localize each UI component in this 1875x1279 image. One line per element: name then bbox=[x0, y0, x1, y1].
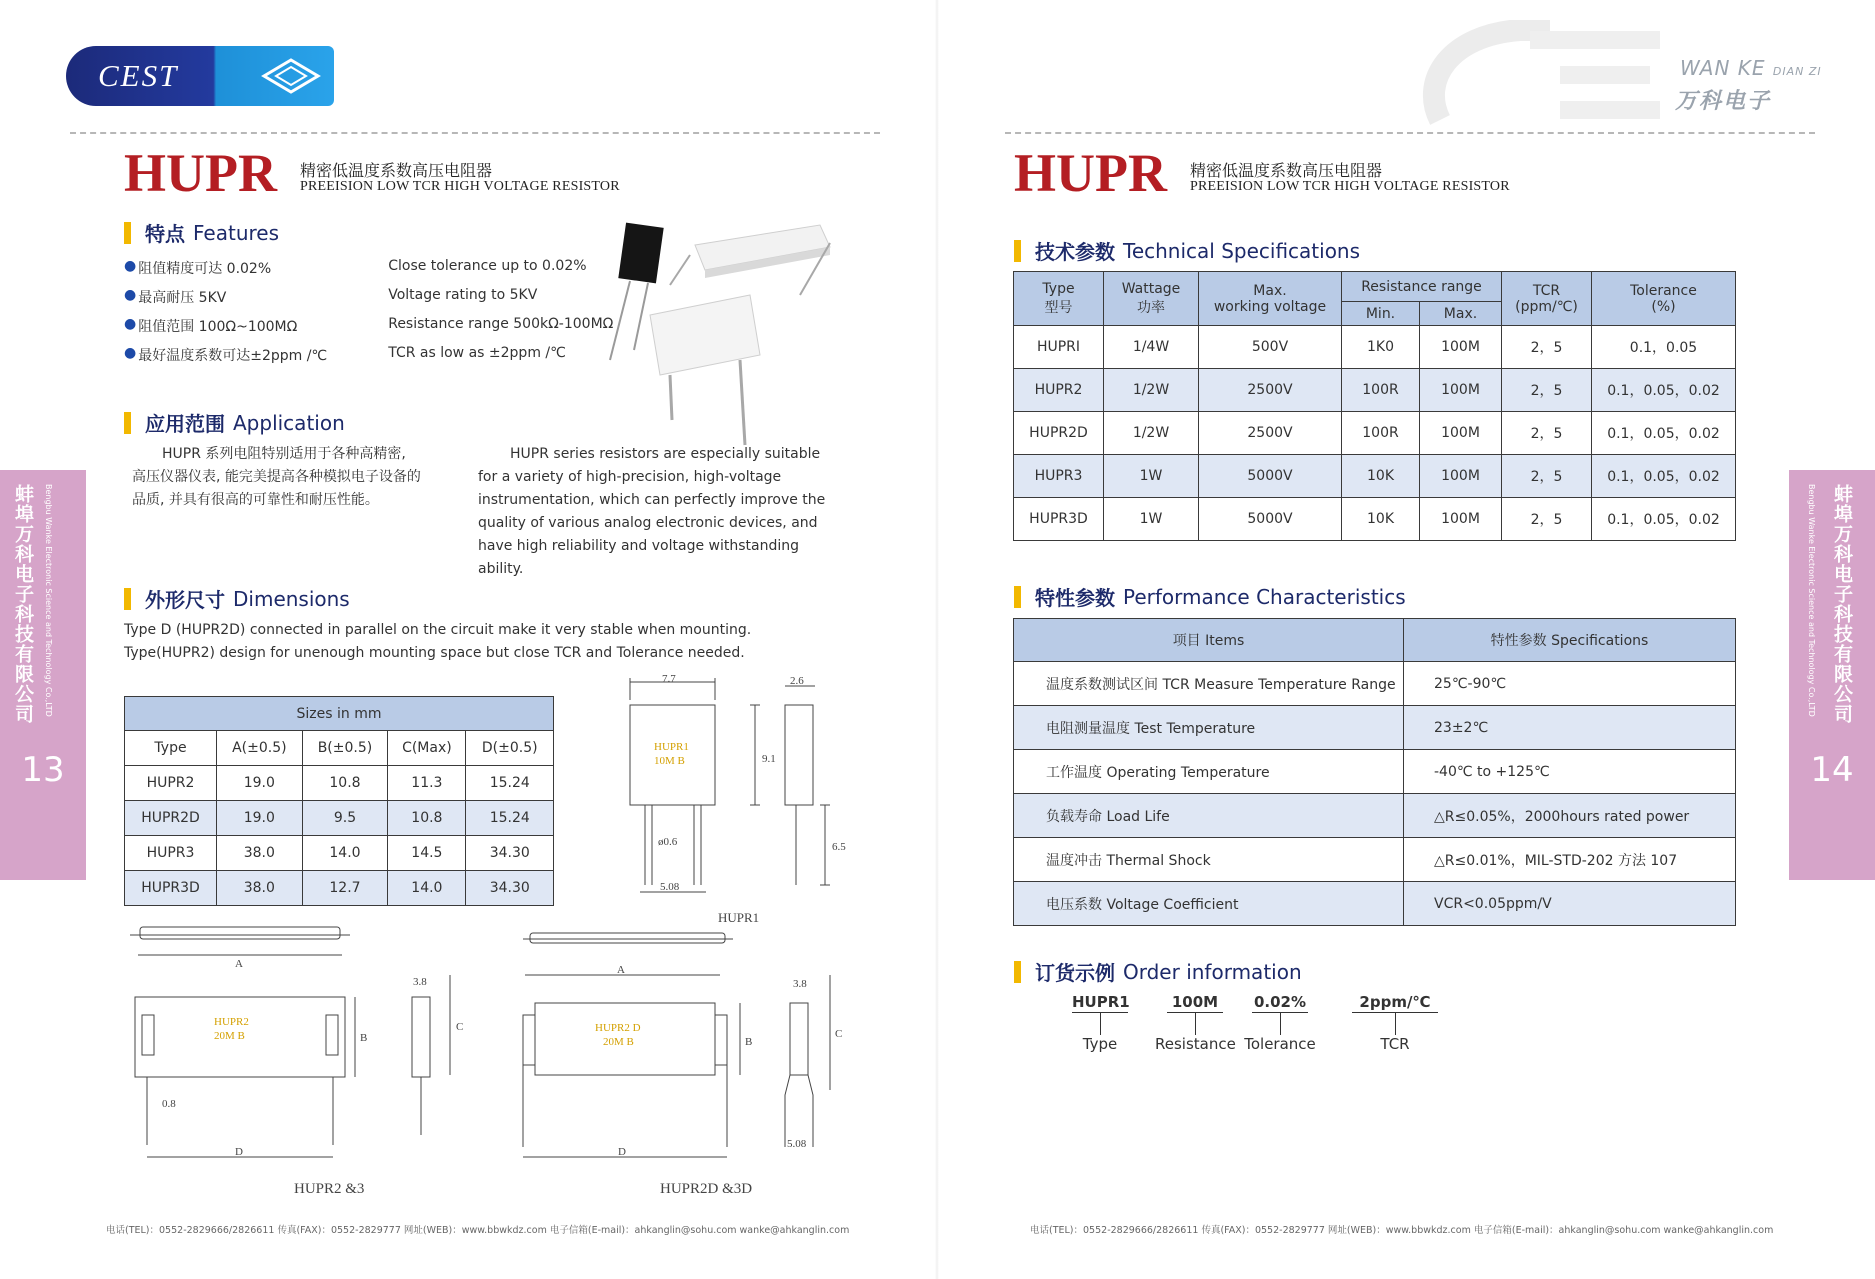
th-tcr-2: (ppm/℃) bbox=[1515, 298, 1578, 315]
cell: 23±2℃ bbox=[1404, 706, 1736, 750]
dim-C: C bbox=[835, 1028, 843, 1040]
dim-D: D bbox=[235, 1146, 243, 1158]
dim-B: B bbox=[360, 1032, 368, 1044]
cell: 1K0 bbox=[1342, 326, 1420, 369]
cell: 0.1，0.05，0.02 bbox=[1592, 412, 1736, 455]
left-footer: 电话(TEL)：0552-2829666/2826611 传真(FAX)：0552-2829777 网址(WEB)：www.bbwkdz.com 电子信箱(E-mail)：ahkanglin@sohu.com wanke@ahkanglin.com bbox=[106, 1225, 850, 1236]
cell: 100M bbox=[1420, 455, 1502, 498]
table-row bbox=[125, 871, 554, 906]
feature-cn: 阻值精度可达 0.02% bbox=[138, 261, 272, 277]
cell: 100R bbox=[1342, 369, 1420, 412]
cell: 10K bbox=[1342, 498, 1420, 541]
side-tab-company-en: Bengbu Wanke Electronic Science and Technology Co.,LTD bbox=[44, 484, 53, 717]
th-resistance-range: Resistance range bbox=[1342, 272, 1502, 302]
left-model-title: HUPR bbox=[124, 143, 277, 203]
dim-6-5: 6.5 bbox=[832, 841, 846, 853]
cell: HUPR3D bbox=[1014, 498, 1104, 541]
features-list bbox=[124, 258, 644, 374]
order-label: Type bbox=[1082, 1035, 1118, 1053]
cell: △R≤0.05%，2000hours rated power bbox=[1404, 794, 1736, 838]
feature-item bbox=[124, 316, 644, 345]
dim-header: C(Max) bbox=[388, 731, 466, 766]
left-divider bbox=[70, 132, 880, 134]
tech-specs-heading bbox=[1014, 236, 1360, 265]
cell: 25℃-90℃ bbox=[1404, 662, 1736, 706]
side-tab-company-cn: 蚌埠万科电子科技有限公司 bbox=[12, 484, 34, 724]
hupr1-label: HUPR1 bbox=[718, 910, 760, 925]
cell: 2，5 bbox=[1502, 369, 1592, 412]
hupr2-mark-2: 20M B bbox=[214, 1030, 245, 1042]
dim-D: D bbox=[618, 1146, 626, 1158]
cell: HUPR2 bbox=[125, 766, 217, 801]
order-label: Resistance bbox=[1155, 1035, 1236, 1053]
order-item-type bbox=[1060, 993, 1140, 1053]
perf-header-items: 项目 Items bbox=[1014, 619, 1404, 662]
cell: △R≤0.01%，MIL-STD-202 方法 107 bbox=[1404, 838, 1736, 882]
side-tab-company-en: Bengbu Wanke Electronic Science and Technology Co.,LTD bbox=[1807, 484, 1816, 717]
cell: 34.30 bbox=[466, 836, 554, 871]
order-example bbox=[1060, 993, 1440, 1063]
dim-3-8: 3.8 bbox=[793, 978, 807, 990]
cell: 10.8 bbox=[302, 766, 388, 801]
table-row bbox=[1014, 750, 1736, 794]
feature-item bbox=[124, 287, 644, 316]
perf-heading-en: Performance Characteristics bbox=[1123, 584, 1406, 609]
dim-header: Type bbox=[125, 731, 217, 766]
features-heading bbox=[124, 218, 279, 247]
table-row bbox=[1014, 455, 1736, 498]
dim-header: B(±0.5) bbox=[302, 731, 388, 766]
application-text-en: HUPR series resistors are especially suitable for a variety of high-precision, high-voltage instrumentation, which can perfectly improve the quality of various analog electronic devices, and have high reliability and voltage withstanding ability. bbox=[478, 446, 826, 577]
cell: 14.0 bbox=[388, 871, 466, 906]
feature-item bbox=[124, 258, 644, 287]
feature-en: Resistance range 500kΩ-100MΩ bbox=[388, 316, 614, 332]
cell: 负载寿命 Load Life bbox=[1014, 794, 1404, 838]
side-tab-company-cn: 蚌埠万科电子科技有限公司 bbox=[1831, 484, 1853, 724]
th-watt-cn: 功率 bbox=[1137, 299, 1165, 316]
right-model-title: HUPR bbox=[1014, 143, 1167, 203]
order-label: Tolerance bbox=[1244, 1035, 1316, 1053]
cell: 15.24 bbox=[466, 766, 554, 801]
cell: 19.0 bbox=[217, 766, 303, 801]
performance-heading bbox=[1014, 582, 1406, 611]
table-row bbox=[125, 836, 554, 871]
brand-name-en-main: WAN KE bbox=[1680, 56, 1766, 80]
cell: 工作温度 Operating Temperature bbox=[1014, 750, 1404, 794]
right-title-cn: 精密低温度系数高压电阻器 bbox=[1190, 161, 1383, 180]
left-title-en: PREEISION LOW TCR HIGH VOLTAGE RESISTOR bbox=[300, 179, 620, 194]
order-code: 0.02% bbox=[1253, 993, 1307, 1011]
th-tol-1: Tolerance bbox=[1630, 282, 1697, 299]
cell: 温度冲击 Thermal Shock bbox=[1014, 838, 1404, 882]
cell: 500V bbox=[1199, 326, 1342, 369]
cell: 2，5 bbox=[1502, 412, 1592, 455]
table-row bbox=[1014, 882, 1736, 926]
perf-heading-cn: 特性参数 bbox=[1035, 586, 1115, 610]
cell: 10.8 bbox=[388, 801, 466, 836]
bullet-icon: ● bbox=[124, 345, 137, 361]
watermark-logo bbox=[1410, 20, 1660, 130]
application-heading-cn: 应用范围 bbox=[145, 412, 225, 436]
dim-C: C bbox=[456, 1021, 464, 1033]
cell: VCR<0.05ppm/V bbox=[1404, 882, 1736, 926]
feature-item bbox=[124, 345, 644, 374]
order-item-tolerance bbox=[1240, 993, 1320, 1053]
performance-table bbox=[1013, 618, 1736, 926]
cell: HUPR3 bbox=[125, 836, 217, 871]
cell: 1W bbox=[1104, 498, 1199, 541]
th-type-cn: 型号 bbox=[1044, 299, 1073, 316]
dimensions-note-1: Type D (HUPR2D) connected in parallel on the circuit make it very stable when mounting. bbox=[124, 622, 752, 638]
cell: 100R bbox=[1342, 412, 1420, 455]
table-row bbox=[125, 801, 554, 836]
table-row bbox=[1014, 662, 1736, 706]
dim-7-7: 7.7 bbox=[662, 673, 676, 685]
right-divider bbox=[1005, 132, 1815, 134]
cell: 9.5 bbox=[302, 801, 388, 836]
brand-name-en-small: DIAN ZI bbox=[1772, 65, 1822, 78]
feature-cn: 最高耐压 5KV bbox=[138, 290, 227, 306]
right-side-tab bbox=[1789, 470, 1875, 880]
dimensions-table-title: Sizes in mm bbox=[125, 697, 554, 731]
hupr2d-drawing bbox=[515, 915, 855, 1205]
cell: HUPR2 bbox=[1014, 369, 1104, 412]
hupr2-drawing bbox=[120, 915, 480, 1205]
dim-B: B bbox=[745, 1036, 753, 1048]
cell: 电压系数 Voltage Coefficient bbox=[1014, 882, 1404, 926]
dimensions-heading bbox=[124, 584, 350, 613]
dim-A: A bbox=[617, 964, 625, 976]
cell: 2，5 bbox=[1502, 326, 1592, 369]
th-min: Min. bbox=[1342, 302, 1420, 326]
order-code: 2ppm/℃ bbox=[1352, 993, 1438, 1013]
cell: 11.3 bbox=[388, 766, 466, 801]
table-row bbox=[1014, 706, 1736, 750]
cell: 2，5 bbox=[1502, 455, 1592, 498]
cell: 0.1，0.05 bbox=[1592, 326, 1736, 369]
logo-text: CEST bbox=[98, 58, 179, 93]
table-row bbox=[125, 766, 554, 801]
bullet-icon: ● bbox=[124, 287, 137, 303]
th-type-en: Type bbox=[1042, 280, 1075, 297]
hupr2-label: HUPR2 &3 bbox=[294, 1181, 365, 1197]
right-footer: 电话(TEL)：0552-2829666/2826611 传真(FAX)：0552-2829777 网址(WEB)：www.bbwkdz.com 电子信箱(E-mail)：ahkanglin@sohu.com wanke@ahkanglin.com bbox=[1030, 1225, 1774, 1236]
cell: 14.5 bbox=[388, 836, 466, 871]
feature-en: Close tolerance up to 0.02% bbox=[388, 258, 587, 274]
cell: 1/2W bbox=[1104, 412, 1199, 455]
cell: HUPR3 bbox=[1014, 455, 1104, 498]
page-number: 14 bbox=[1810, 750, 1854, 790]
cell: HUPR3D bbox=[125, 871, 217, 906]
cell: 2500V bbox=[1199, 369, 1342, 412]
cell: 温度系数测试区间 TCR Measure Temperature Range bbox=[1014, 662, 1404, 706]
cell: HUPR2D bbox=[125, 801, 217, 836]
cell: 100M bbox=[1420, 498, 1502, 541]
feature-en: Voltage rating to 5KV bbox=[388, 287, 538, 303]
cell: 100M bbox=[1420, 326, 1502, 369]
order-label: TCR bbox=[1380, 1035, 1410, 1053]
dimensions-heading-en: Dimensions bbox=[233, 586, 350, 611]
cell: 0.1，0.05，0.02 bbox=[1592, 498, 1736, 541]
table-row bbox=[1014, 412, 1736, 455]
cell: 15.24 bbox=[466, 801, 554, 836]
logo-diamond-icon bbox=[256, 56, 326, 96]
left-side-tab bbox=[0, 470, 86, 880]
dim-2-6: 2.6 bbox=[790, 675, 804, 687]
hupr1-mark-2: 10M B bbox=[654, 755, 685, 767]
feature-cn: 最好温度系数可达±2ppm /℃ bbox=[138, 348, 328, 364]
table-row bbox=[1014, 369, 1736, 412]
bullet-icon: ● bbox=[124, 316, 137, 332]
bullet-icon: ● bbox=[124, 258, 137, 274]
application-heading-en: Application bbox=[233, 410, 345, 435]
hupr2-mark-1: HUPR2 bbox=[214, 1016, 249, 1028]
table-row bbox=[1014, 794, 1736, 838]
th-maxv-2: working voltage bbox=[1213, 298, 1327, 315]
cell: HUPRI bbox=[1014, 326, 1104, 369]
cell: 10K bbox=[1342, 455, 1420, 498]
hupr2d-mark-2: 20M B bbox=[603, 1036, 634, 1048]
cell: 100M bbox=[1420, 369, 1502, 412]
order-heading bbox=[1014, 957, 1302, 986]
cell: 14.0 bbox=[302, 836, 388, 871]
table-row bbox=[1014, 498, 1736, 541]
cell: 1/2W bbox=[1104, 369, 1199, 412]
hupr1-drawing bbox=[610, 670, 850, 930]
brand-name-cn: 万科电子 bbox=[1675, 89, 1772, 114]
page-number: 13 bbox=[21, 750, 65, 790]
perf-header-specs: 特性参数 Specifications bbox=[1404, 619, 1736, 662]
cell: 5000V bbox=[1199, 455, 1342, 498]
cell: 34.30 bbox=[466, 871, 554, 906]
cell: 100M bbox=[1420, 412, 1502, 455]
dim-header: A(±0.5) bbox=[217, 731, 303, 766]
order-item-resistance bbox=[1155, 993, 1235, 1053]
cell: HUPR2D bbox=[1014, 412, 1104, 455]
dim-A: A bbox=[235, 958, 243, 970]
th-maxv-1: Max. bbox=[1253, 282, 1287, 299]
product-photo bbox=[590, 215, 850, 450]
dimensions-note-2: Type(HUPR2) design for unenough mounting space but close TCR and Tolerance needed. bbox=[124, 645, 745, 661]
cell: 2500V bbox=[1199, 412, 1342, 455]
order-code: HUPR1 bbox=[1072, 993, 1130, 1011]
dim-0-6: ø0.6 bbox=[658, 836, 678, 848]
tech-specs-table bbox=[1013, 271, 1736, 541]
feature-cn: 阻值范围 100Ω~100MΩ bbox=[138, 319, 298, 335]
cell: 5000V bbox=[1199, 498, 1342, 541]
dim-0-8: 0.8 bbox=[162, 1098, 176, 1110]
table-row bbox=[1014, 326, 1736, 369]
hupr2d-label: HUPR2D &3D bbox=[660, 1181, 753, 1197]
tech-heading-cn: 技术参数 bbox=[1035, 240, 1115, 264]
application-heading bbox=[124, 408, 345, 437]
order-item-tcr bbox=[1350, 993, 1440, 1053]
th-max: Max. bbox=[1420, 302, 1502, 326]
table-row bbox=[1014, 838, 1736, 882]
cell: -40℃ to +125℃ bbox=[1404, 750, 1736, 794]
cell: 0.1，0.05，0.02 bbox=[1592, 369, 1736, 412]
left-title-cn: 精密低温度系数高压电阻器 bbox=[300, 161, 493, 180]
dimensions-heading-cn: 外形尺寸 bbox=[145, 588, 225, 612]
cell: 1W bbox=[1104, 455, 1199, 498]
cell: 0.1，0.05，0.02 bbox=[1592, 455, 1736, 498]
cell: 2，5 bbox=[1502, 498, 1592, 541]
dimensions-table bbox=[124, 696, 554, 906]
cell: 电阻测量温度 Test Temperature bbox=[1014, 706, 1404, 750]
th-watt-en: Wattage bbox=[1121, 280, 1181, 297]
features-heading-en: Features bbox=[193, 220, 279, 245]
hupr1-mark-1: HUPR1 bbox=[654, 741, 689, 753]
right-title-en: PREEISION LOW TCR HIGH VOLTAGE RESISTOR bbox=[1190, 179, 1510, 194]
feature-en: TCR as low as ±2ppm /℃ bbox=[388, 345, 566, 361]
application-text-cn: HUPR 系列电阻特别适用于各种高精密, 高压仪器仪表, 能完美提高各种模拟电子设备的品质, 并具有很高的可靠性和耐压性能。 bbox=[132, 446, 421, 508]
cell: 38.0 bbox=[217, 836, 303, 871]
brand-name-en bbox=[1680, 56, 1822, 80]
dim-5-08: 5.08 bbox=[787, 1138, 807, 1150]
dim-header: D(±0.5) bbox=[466, 731, 554, 766]
cell: 19.0 bbox=[217, 801, 303, 836]
page-spine bbox=[935, 0, 939, 1279]
dim-9-1: 9.1 bbox=[762, 753, 776, 765]
th-tol-2: (%) bbox=[1651, 298, 1676, 315]
hupr2d-mark-1: HUPR2 D bbox=[595, 1022, 641, 1034]
dim-3-8: 3.8 bbox=[413, 976, 427, 988]
cell: 1/4W bbox=[1104, 326, 1199, 369]
order-heading-en: Order information bbox=[1123, 959, 1302, 984]
order-heading-cn: 订货示例 bbox=[1035, 961, 1115, 985]
order-code: 100M bbox=[1167, 993, 1223, 1013]
features-heading-cn: 特点 bbox=[145, 222, 185, 246]
cell: 38.0 bbox=[217, 871, 303, 906]
dim-5-08: 5.08 bbox=[660, 881, 680, 893]
tech-heading-en: Technical Specifications bbox=[1123, 238, 1361, 263]
company-logo bbox=[66, 46, 334, 106]
th-tcr-1: TCR bbox=[1532, 282, 1561, 299]
cell: 12.7 bbox=[302, 871, 388, 906]
